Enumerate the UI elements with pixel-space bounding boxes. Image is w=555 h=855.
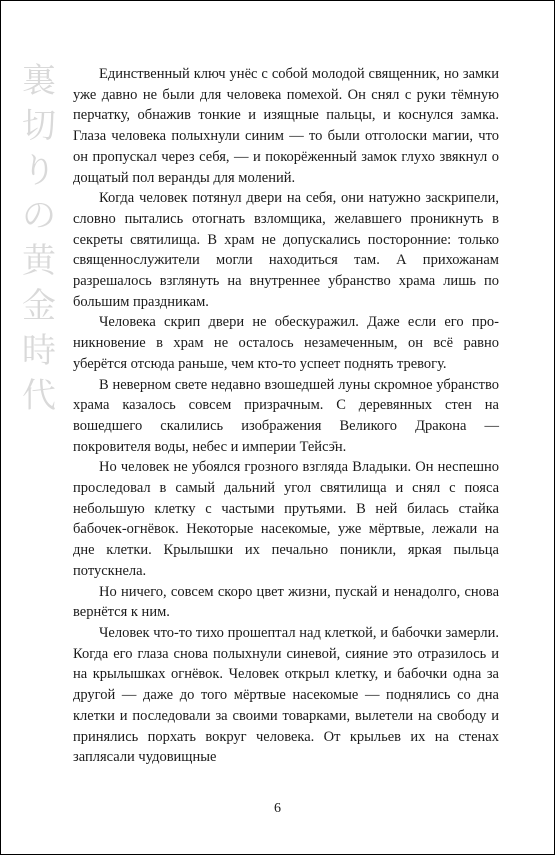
- paragraph: Единственный ключ унёс с собой молодой священник, но замки уже давно не были для человека помехой. Он снял с руки тёмную перчатку, обнажив тонкие и изящные пальцы, и коснулся замка. Глаза человека полыхнули синим — то были отголоски магии, что он пропускал через себя, — и покорёженный замок глухо звякнул о дощатый пол веранды для молений.: [73, 66, 499, 186]
- vertical-japanese-title: [21, 59, 57, 419]
- paragraph: Человека скрип двери не обескуражил. Даже если его проникновение в храм не осталось незамеченным, он всё равно уберётся отсюда раньше, чем кто-то успеет поднять тревогу.: [73, 314, 499, 372]
- page-number: 6: [274, 801, 281, 816]
- body-text: [73, 64, 499, 768]
- paragraph: Человек что-то тихо прошептал над клеткой, и бабочки замерли. Когда его глаза снова полыхнули синевой, сияние это отразилось и на крылышках огнёвок. Человек открыл клетку, и бабочки одна за другой — даже до того мёртвые насекомые — поднялись со дна клетки и последовали за своими товарками, вылетели на свободу и принялись порхать вокруг человека. От крыльев их на стенах заплясали чудовищные: [73, 624, 499, 766]
- paragraph: Но ничего, совсем скоро цвет жизни, пускай и ненадолго, снова вернётся к ним.: [73, 583, 499, 621]
- title-char: 時: [22, 331, 56, 371]
- paragraph: Но человек не убоялся грозного взгляда Владыки. Он неспешно проследовал в самый дальний угол святилища и снял с пояса небольшую клетку с частыми прутьями. В ней билась стайка бабочек-огнёвок. Некоторые насекомые, уже мёртвые, лежали на дне клетки. Крылышки их печально поникли, яркая пыльца потускнела.: [73, 459, 499, 579]
- title-char: 黄: [22, 241, 56, 281]
- title-char: 裏: [22, 61, 56, 101]
- title-char: り: [22, 151, 56, 191]
- paragraph: Когда человек потянул двери на себя, они натужно заскрипели, словно пытались отогнать взломщика, желавшего проникнуть в секреты святилища. В храм не допускались посторонние: только священнослужители могли находиться там. А прихожанам разрешалось взглянуть на внутреннее убранство храма лишь по большим праздникам.: [73, 190, 499, 310]
- title-char: の: [22, 196, 56, 236]
- title-char: 金: [22, 286, 56, 326]
- paragraph: В неверном свете недавно взошедшей луны скромное убранство храма казалось совсем призрачным. С деревянных стен на вошедшего скалились изображения Великого Дракона — покровителя воды, небес и империи Тейсэ̄н.: [73, 376, 499, 455]
- title-char: 代: [22, 376, 56, 416]
- title-char: 切: [22, 106, 56, 146]
